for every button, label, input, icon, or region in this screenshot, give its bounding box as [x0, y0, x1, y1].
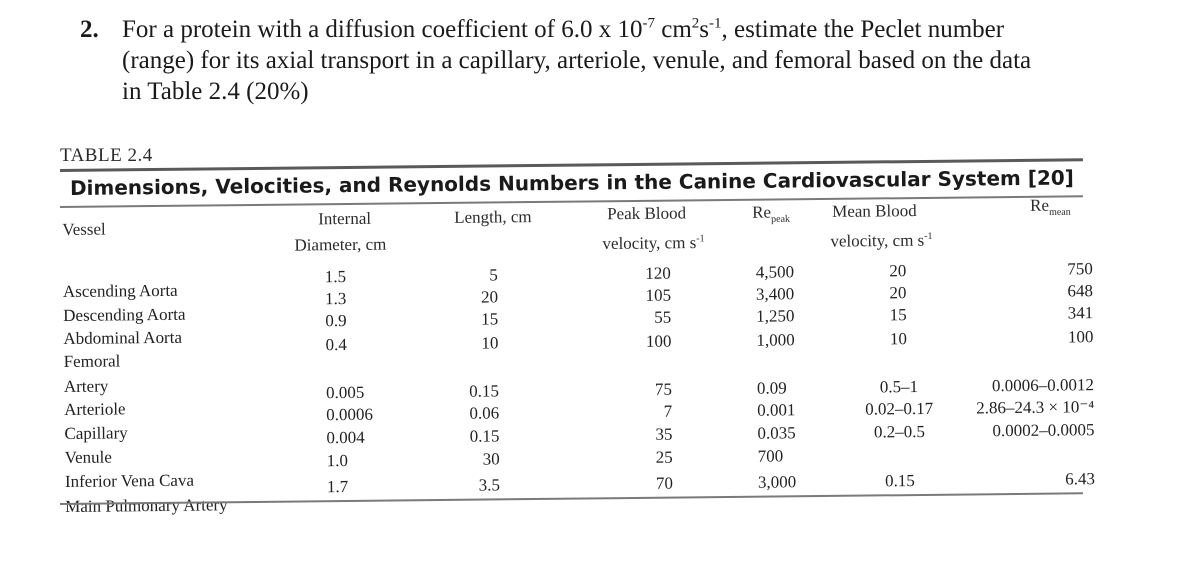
cell-peak: 7 — [663, 401, 673, 421]
cell-mean: 20 — [889, 283, 907, 303]
cell-vessel: Descending Aorta — [63, 304, 186, 325]
cell-repeak: 4,500 — [755, 262, 795, 282]
header-remean — [1030, 193, 1071, 225]
data-table — [62, 191, 1125, 516]
cell-diameter: 0.4 — [325, 335, 347, 355]
cell-mean — [852, 193, 942, 194]
cell-diameter: 0.9 — [325, 311, 347, 331]
cell-diameter: 0.005 — [325, 382, 365, 403]
header-mean-line1: Mean Blood — [832, 201, 917, 221]
cell-vessel: Capillary — [64, 423, 128, 443]
header-repeak-base: Re — [752, 202, 772, 222]
cell-vessel: Venule — [64, 447, 112, 467]
cell-vessel: Artery — [63, 376, 109, 396]
cell-peak: 25 — [655, 447, 673, 467]
cell-repeak: 0.001 — [757, 400, 796, 420]
header-mean-line2 — [830, 225, 932, 254]
cell-vessel: Inferior Vena Cava — [64, 470, 195, 491]
cell-peak: 105 — [645, 285, 672, 305]
cell-length: 5 — [489, 265, 498, 285]
cell-length: 30 — [482, 449, 500, 469]
header-peak-exp: -1 — [696, 233, 705, 245]
question-line-2: (range) for its axial transport in a capillary, arteriole, venule, and femoral based on the data — [122, 47, 1032, 74]
cell-remean: 2.86–24.3 × 10⁻⁴ — [976, 397, 1095, 418]
cell-remean: 341 — [1067, 303, 1094, 323]
header-remean-sub: mean — [1048, 206, 1071, 219]
cell-peak: 100 — [645, 331, 672, 351]
cell-length: 0.15 — [469, 381, 500, 401]
cell-remean: 0.0006–0.0012 — [991, 375, 1095, 396]
cell-remean: 648 — [1067, 281, 1094, 301]
cell-repeak: 3,400 — [755, 284, 795, 304]
cell-repeak: 0.09 — [756, 378, 787, 398]
header-peak-unit: velocity, cm s — [602, 233, 697, 253]
header-mean-unit: velocity, cm s — [830, 230, 925, 251]
cell-length: 20 — [480, 287, 499, 307]
unit-s: s — [699, 16, 710, 43]
question-text — [122, 14, 1172, 107]
cell-remean — [975, 443, 1095, 444]
cell-vessel: Arteriole — [64, 399, 126, 419]
cell-length: 15 — [481, 309, 499, 329]
cell-peak: 70 — [655, 473, 674, 493]
cell-repeak: 1,250 — [756, 306, 795, 326]
cell-remean: 100 — [1067, 327, 1094, 347]
table-title: Dimensions, Velocities, and Reynolds Numbers in the Canine Cardiovascular System [20] — [69, 165, 1075, 200]
cell-length: 10 — [481, 333, 499, 353]
cell-mean: 0.2–0.5 — [873, 421, 926, 442]
exponent-2: 2 — [691, 15, 700, 32]
cell-remean: 750 — [1067, 259, 1093, 279]
cell-diameter: 0.0006 — [326, 404, 374, 425]
cell-diameter: 1.5 — [324, 267, 347, 287]
cell-mean: 0.02–0.17 — [865, 398, 934, 419]
cell-peak: 35 — [655, 424, 673, 444]
question-line-1-post: , estimate the Peclet number — [721, 16, 1005, 43]
cell-mean: 15 — [889, 305, 907, 325]
header-length: Length, cm — [454, 207, 532, 227]
cell-length: 0.15 — [469, 426, 500, 446]
question-line-3: in Table 2.4 (20%) — [122, 78, 309, 105]
header-repeak-sub: peak — [771, 213, 791, 225]
cell-peak: 75 — [654, 379, 673, 399]
cell-peak: 55 — [654, 307, 672, 327]
question-line-1-pre: For a protein with a diffusion coefficient of 6.0 x 10 — [122, 16, 643, 43]
cell-length: 0.06 — [469, 403, 500, 423]
cell-vessel: Femoral — [63, 351, 121, 371]
cell-diameter: 1.3 — [324, 289, 347, 309]
cell-mean: 20 — [889, 261, 907, 281]
cell-repeak: 700 — [757, 446, 784, 466]
header-mean-exp: -1 — [924, 230, 933, 242]
unit-cm: cm — [655, 16, 692, 43]
header-peak-line1: Peak Blood — [607, 203, 687, 224]
header-remean-base: Re — [1029, 195, 1050, 215]
question-line-1 — [122, 14, 1172, 45]
cell-repeak: 3,000 — [757, 472, 797, 492]
cell-vessel: Ascending Aorta — [62, 280, 178, 301]
cell-remean: 0.0002–0.0005 — [992, 420, 1095, 441]
header-vessel: Vessel — [62, 219, 106, 239]
header-diameter-line1: Internal — [318, 208, 372, 229]
header-peak-line2 — [602, 227, 704, 256]
table-label: TABLE 2.4 — [60, 145, 153, 166]
exponent-1: -7 — [642, 15, 655, 32]
cell-length: 3.5 — [478, 475, 501, 495]
cell-repeak: 0.035 — [757, 423, 796, 443]
cell-mean: 0.15 — [884, 471, 915, 491]
cell-diameter: 1.7 — [326, 477, 349, 497]
cell-remean — [972, 191, 1092, 192]
cell-diameter: 0.004 — [326, 427, 365, 448]
question-number: 2. — [80, 16, 99, 43]
cell-vessel: Main Pulmonary Artery — [65, 495, 228, 516]
cell-mean: 10 — [889, 329, 908, 349]
cell-peak: 120 — [645, 263, 671, 283]
cell-repeak: 1,000 — [756, 330, 795, 350]
header-repeak — [752, 200, 790, 232]
cell-diameter: 1.0 — [326, 451, 349, 471]
cell-remean: 6.43 — [1065, 469, 1096, 489]
header-diameter-line2: Diameter, cm — [294, 234, 387, 255]
cell-mean — [855, 445, 945, 446]
cell-vessel: Abdominal Aorta — [63, 327, 183, 348]
cell-mean: 0.5–1 — [879, 377, 919, 397]
exponent-3: -1 — [709, 15, 722, 32]
